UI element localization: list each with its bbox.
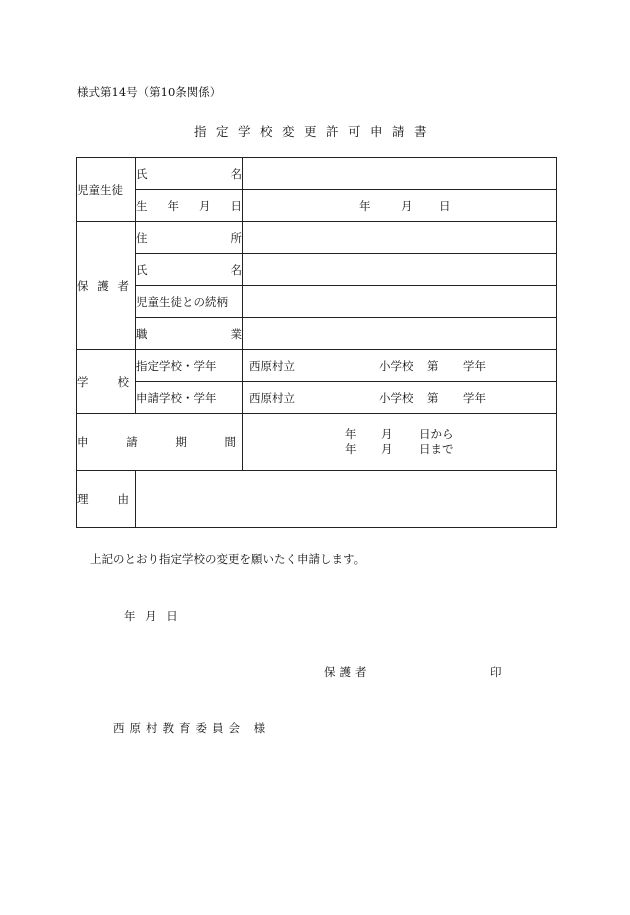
guardian-signature-label: 保護者 (324, 665, 371, 679)
reason-field[interactable] (136, 471, 557, 528)
addressee: 西原村教育委員会 様 (113, 721, 271, 735)
row-designated-school (77, 350, 557, 382)
guardian-address-field[interactable] (243, 222, 557, 254)
guardian-name-field[interactable] (243, 254, 557, 286)
period-field[interactable]: 年 月 日から 年 月 日まで (243, 414, 557, 471)
form-number: 様式第14号（第10条関係） (77, 85, 222, 99)
guardian-group-label: 保 護 者 (77, 222, 136, 350)
period-label: 申 請 期 間 (77, 414, 243, 471)
document-title: 指定学校変更許可申請書 (193, 124, 436, 139)
row-guardian-occupation (77, 318, 557, 350)
requested-school-field[interactable]: 西原村立 小学校 第 学年 (243, 382, 557, 414)
guardian-name-label: 氏 名 (136, 254, 243, 286)
row-reason (77, 471, 557, 528)
row-guardian-name (77, 254, 557, 286)
guardian-occupation-label: 職 業 (136, 318, 243, 350)
application-statement: 上記のとおり指定学校の変更を願いたく申請します。 (90, 552, 366, 566)
student-birth-field[interactable]: 年 月 日 (243, 190, 557, 222)
application-table (76, 157, 557, 528)
reason-label: 理 由 (77, 471, 136, 528)
row-student-birth (77, 190, 557, 222)
designated-school-field[interactable]: 西原村立 小学校 第 学年 (243, 350, 557, 382)
requested-school-label: 申請学校・学年 (136, 382, 243, 414)
row-guardian-relation (77, 286, 557, 318)
student-birth-label: 生 年 月 日 (136, 190, 243, 222)
guardian-relation-field[interactable] (243, 286, 557, 318)
row-requested-school (77, 382, 557, 414)
school-group-label: 学 校 (77, 350, 136, 414)
student-name-field[interactable] (243, 158, 557, 190)
row-guardian-address (77, 222, 557, 254)
guardian-address-label: 住 所 (136, 222, 243, 254)
row-period (77, 414, 557, 471)
row-student-name (77, 158, 557, 190)
guardian-occupation-field[interactable] (243, 318, 557, 350)
student-group-label: 児童生徒 (77, 158, 136, 222)
seal-mark: 印 (490, 665, 502, 679)
guardian-relation-label: 児童生徒との続柄 (136, 286, 243, 318)
designated-school-label: 指定学校・学年 (136, 350, 243, 382)
student-name-label: 氏 名 (136, 158, 243, 190)
date-line[interactable]: 年 月 日 (124, 609, 178, 623)
